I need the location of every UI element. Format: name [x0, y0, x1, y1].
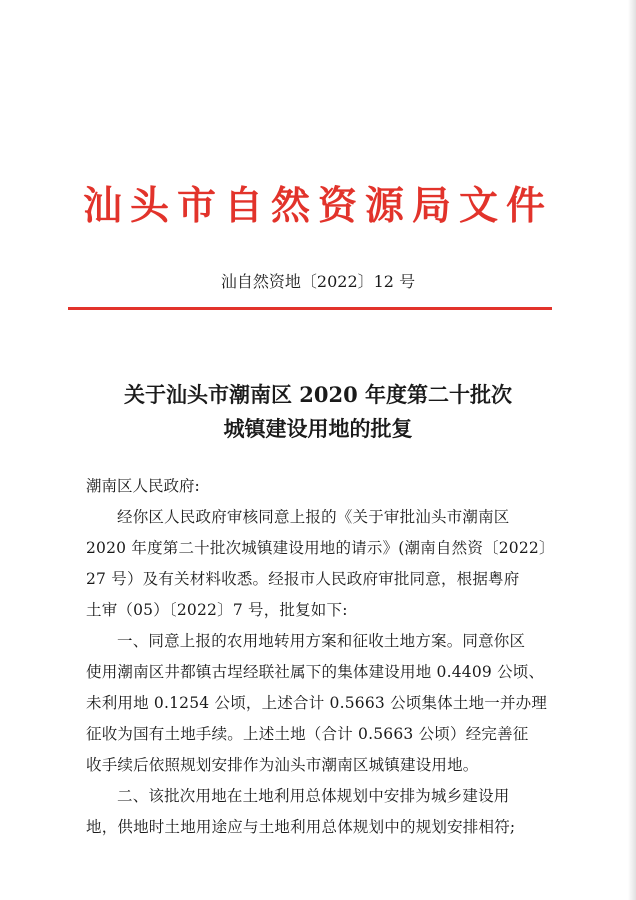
title-line: 城镇建设用地的批复	[223, 416, 413, 441]
paragraph-2-line: 使用潮南区井都镇古埕经联社属下的集体建设用地 0.4409 公顷、	[86, 663, 545, 681]
paragraph-1-line: 土审（05）〔2022〕7 号，批复如下:	[86, 601, 348, 619]
paragraph-2-line: 未利用地 0.1254 公顷，上述合计 0.5663 公顷集体土地一并办理	[86, 694, 548, 712]
paragraph-2-line: 一、同意上报的农用地转用方案和征收土地方案。同意你区	[117, 632, 526, 650]
paragraph-1-line: 经你区人民政府审核同意上报的《关于审批汕头市潮南区	[117, 508, 510, 526]
paragraph-1-line: 2020 年度第二十批次城镇建设用地的请示》(潮南自然资〔2022〕	[86, 539, 555, 557]
issuer-header: 汕头市自然资源局文件	[82, 183, 553, 229]
paragraph-3-line: 地，供地时土地用途应与土地利用总体规划中的规划安排相符;	[86, 818, 516, 836]
red-divider	[68, 307, 552, 310]
paragraph-1-line: 27 号）及有关材料收悉。经报市人民政府审批同意，根据粤府	[86, 570, 520, 588]
title-line: 关于汕头市潮南区 2020 年度第二十批次	[123, 382, 513, 407]
paragraph-3-line: 二、该批次用地在土地利用总体规划中安排为城乡建设用	[117, 787, 510, 805]
salutation: 潮南区人民政府:	[86, 477, 200, 495]
document-body	[86, 502, 566, 843]
paragraph-2-line: 收手续后依照规划安排作为汕头市潮南区城镇建设用地。	[86, 756, 479, 774]
paragraph-2-line: 征收为国有土地手续。上述土地（合计 0.5663 公顷）经完善征	[86, 725, 529, 743]
document-title	[0, 378, 636, 446]
document-number: 汕自然资地〔2022〕12 号	[220, 272, 416, 291]
